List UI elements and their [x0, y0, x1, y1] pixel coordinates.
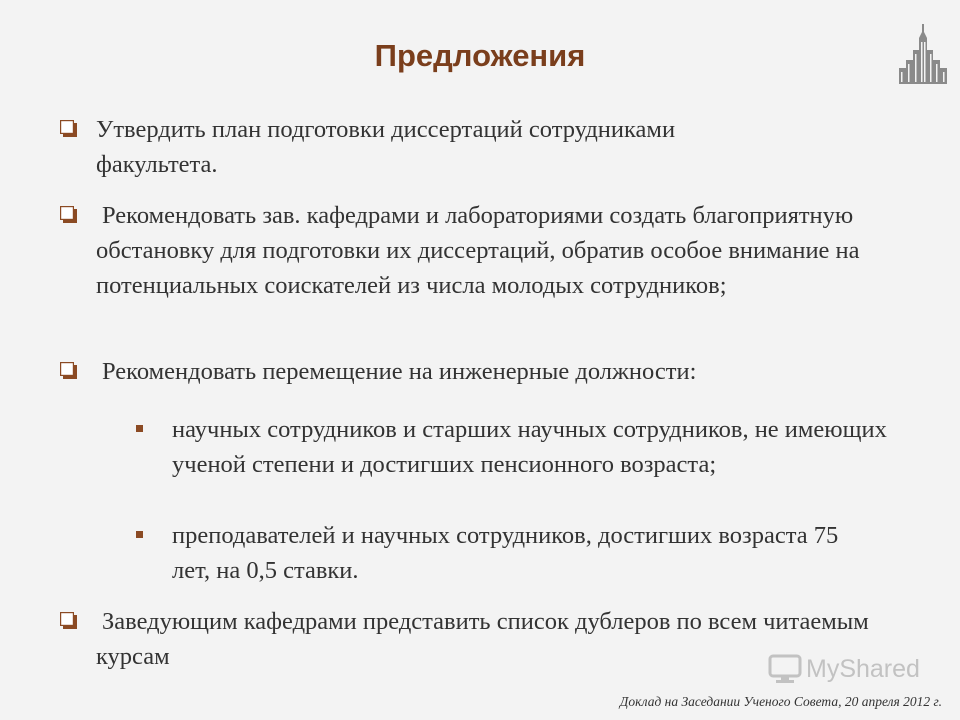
list-item-text: Рекомендовать зав. кафедрами и лабораториями создать благоприятную обстановку для подготовки их диссертаций, обратив особое внимание на потенциальных соискателей из числа молодых сотрудников;: [96, 202, 860, 299]
slide-title: Предложения: [374, 38, 586, 73]
checkbox-square-icon: [60, 612, 77, 629]
checkbox-square-icon: [60, 206, 77, 223]
list-item-text: Заведующим кафедрами представить список дублеров по всем читаемым курсам: [96, 608, 869, 670]
small-square-bullet-icon: [136, 425, 143, 432]
footer-caption: Доклад на Заседании Ученого Совета, 20 апреля 2012 г.: [619, 694, 942, 709]
checkbox-square-icon: [60, 120, 77, 137]
list-item-text: Рекомендовать перемещение на инженерные должности:: [102, 358, 697, 385]
sub-list-item-text: преподавателей и научных сотрудников, достигших возраста 75 лет, на 0,5 ставки.: [172, 522, 839, 584]
watermark-text: MyShared: [806, 654, 920, 683]
watermark: [768, 654, 920, 684]
list-item-text: Утвердить план подготовки диссертаций сотрудниками факультета.: [96, 116, 676, 178]
small-square-bullet-icon: [136, 531, 143, 538]
university-building-icon: [897, 22, 949, 86]
checkbox-square-icon: [60, 362, 77, 379]
monitor-icon: [768, 654, 802, 684]
sub-list-item-text: научных сотрудников и старших научных сотрудников, не имеющих ученой степени и достигших пенсионного возраста;: [172, 416, 887, 478]
